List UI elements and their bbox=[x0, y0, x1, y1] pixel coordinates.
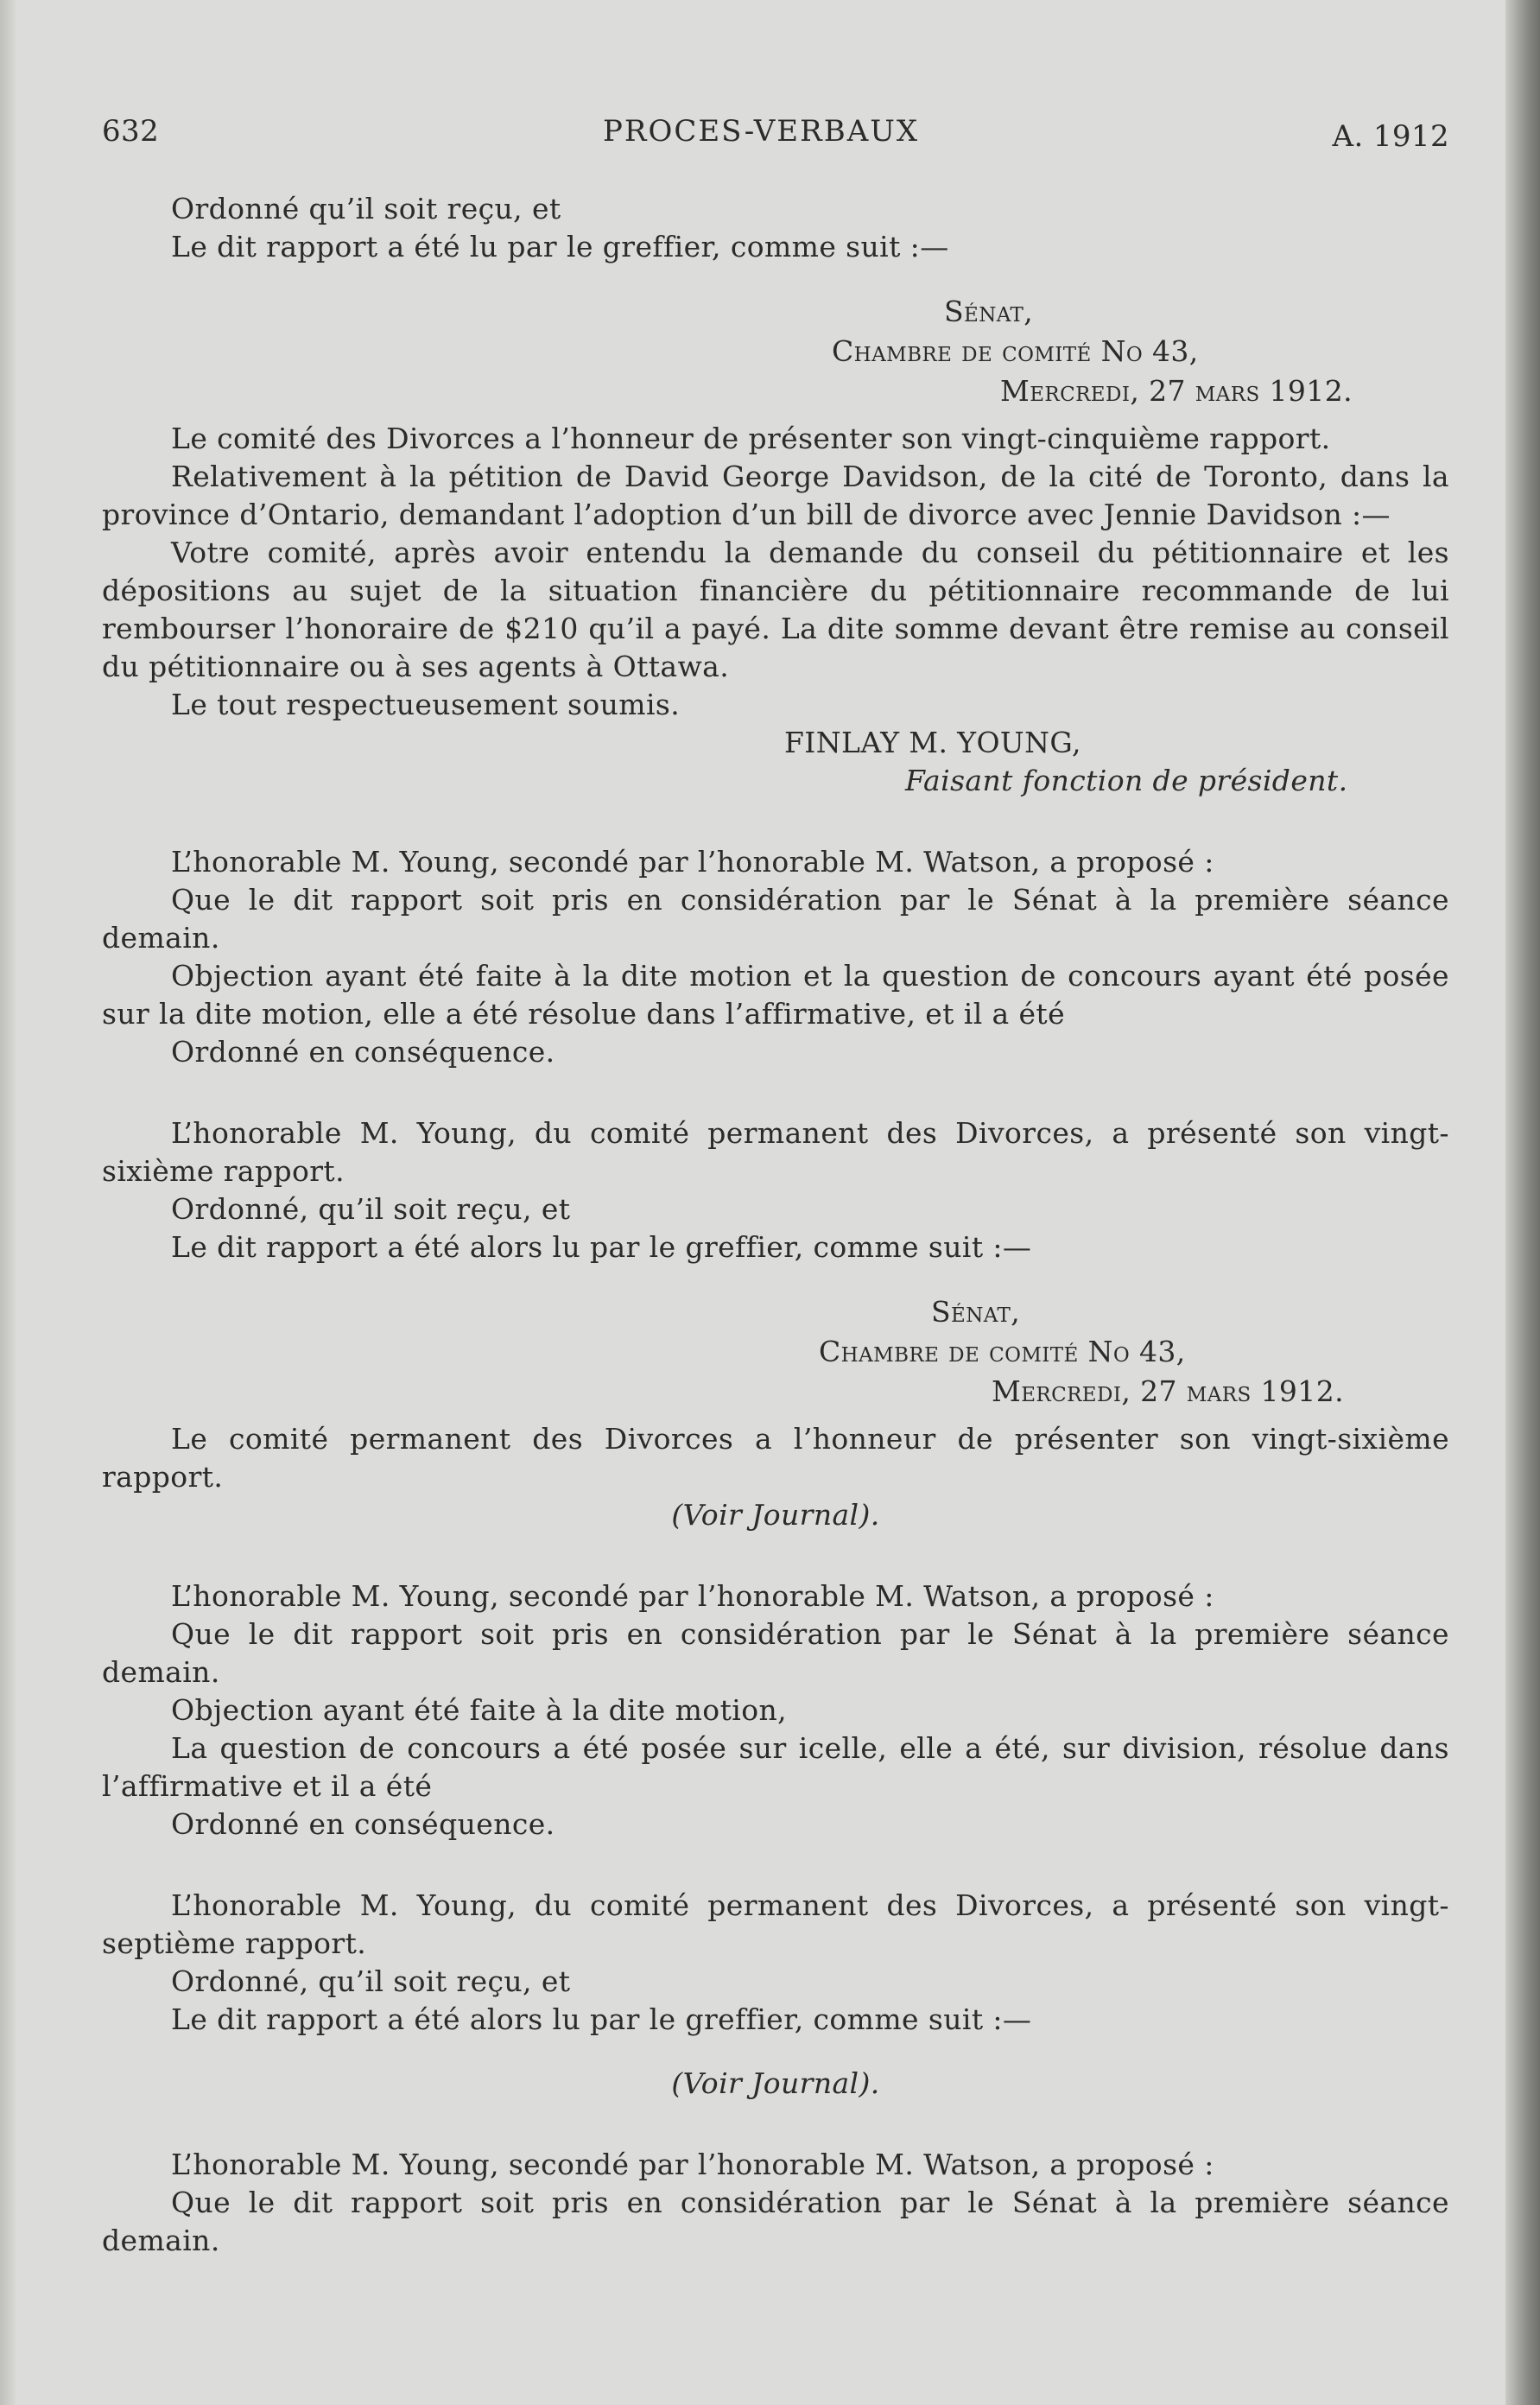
heading-date: Mercredi, 27 mars 1912. bbox=[1000, 374, 1353, 408]
heading-senat: Sénat, bbox=[944, 295, 1034, 328]
paragraph: Ordonné, qu’il soit reçu, et bbox=[171, 1964, 571, 1998]
paragraph: Le dit rapport a été lu par le greffier, comme suit :— bbox=[171, 230, 949, 263]
paragraph: L’honorable M. Young, du comité permanent des Divorces, a présenté son vingt-sixième rapport. bbox=[102, 1116, 1449, 1188]
signature-name: FINLAY M. YOUNG, bbox=[784, 726, 1081, 759]
heading-senat: Sénat, bbox=[931, 1295, 1021, 1329]
voir-journal-note: (Voir Journal). bbox=[671, 2066, 880, 2100]
paragraph: Ordonné, qu’il soit reçu, et bbox=[171, 1192, 571, 1226]
paragraph: Le tout respectueusement soumis. bbox=[171, 688, 681, 721]
paragraph: Relativement à la pétition de David George Davidson, de la cité de Toronto, dans la province d’Ontario, demandant l’adoption d’un bill de divorce avec Jennie Davidson :— bbox=[102, 460, 1449, 531]
heading-chambre: Chambre de comité No 43, bbox=[819, 1335, 1186, 1368]
paragraph: Ordonné qu’il soit reçu, et bbox=[171, 192, 561, 225]
paragraph: La question de concours a été posée sur icelle, elle a été, sur division, résolue dans l’affirmative et il a été bbox=[102, 1731, 1449, 1803]
paragraph: Que le dit rapport soit pris en considération par le Sénat à la première séance demain. bbox=[102, 1617, 1449, 1689]
paragraph: Le dit rapport a été alors lu par le greffier, comme suit :— bbox=[171, 1230, 1032, 1264]
paragraph: Objection ayant été faite à la dite motion, bbox=[171, 1693, 788, 1727]
signature-role: Faisant fonction de président. bbox=[905, 764, 1348, 797]
paragraph: L’honorable M. Young, du comité permanent des Divorces, a présenté son vingt-septième rapport. bbox=[102, 1888, 1449, 1960]
document-page bbox=[102, 104, 1449, 2260]
paragraph: Le comité permanent des Divorces a l’honneur de présenter son vingt-sixième rapport. bbox=[102, 1422, 1449, 1494]
page-number: 632 bbox=[102, 114, 160, 149]
report-heading bbox=[102, 292, 1449, 411]
heading-date: Mercredi, 27 mars 1912. bbox=[992, 1374, 1344, 1408]
voir-journal-note: (Voir Journal). bbox=[671, 1498, 880, 1532]
page-left-edge bbox=[0, 0, 16, 2405]
header-year: A. 1912 bbox=[1332, 119, 1449, 154]
page-binding-edge bbox=[1505, 0, 1540, 2405]
page-title: PROCES-VERBAUX bbox=[603, 114, 920, 149]
paragraph: L’honorable M. Young, secondé par l’honorable M. Watson, a proposé : bbox=[171, 1579, 1214, 1613]
running-header bbox=[102, 104, 1449, 155]
paragraph: Que le dit rapport soit pris en considération par le Sénat à la première séance demain. bbox=[102, 2186, 1449, 2257]
paragraph: Ordonné en conséquence. bbox=[171, 1035, 555, 1069]
paragraph: Que le dit rapport soit pris en considération par le Sénat à la première séance demain. bbox=[102, 883, 1449, 955]
paragraph: L’honorable M. Young, secondé par l’honorable M. Watson, a proposé : bbox=[171, 845, 1214, 879]
report-heading bbox=[102, 1292, 1449, 1412]
heading-chambre: Chambre de comité No 43, bbox=[832, 334, 1199, 368]
paragraph: L’honorable M. Young, secondé par l’honorable M. Watson, a proposé : bbox=[171, 2148, 1214, 2181]
paragraph: Le comité des Divorces a l’honneur de présenter son vingt-cinquième rapport. bbox=[171, 422, 1331, 455]
paragraph: Objection ayant été faite à la dite motion et la question de concours ayant été posée sur la dite motion, elle a été résolue dans l’affirmative, et il a été bbox=[102, 959, 1449, 1031]
paragraph: Ordonné en conséquence. bbox=[171, 1807, 555, 1841]
paragraph: Le dit rapport a été alors lu par le greffier, comme suit :— bbox=[171, 2002, 1032, 2036]
paragraph: Votre comité, après avoir entendu la demande du conseil du pétitionnaire et les dépositions au sujet de la situation financière du pétitionnaire recommande de lui rembourser l’honoraire de $210 qu’il a payé. La dite somme devant être remise au conseil du pétitionnaire ou à ses agents à Ottawa. bbox=[102, 536, 1449, 683]
